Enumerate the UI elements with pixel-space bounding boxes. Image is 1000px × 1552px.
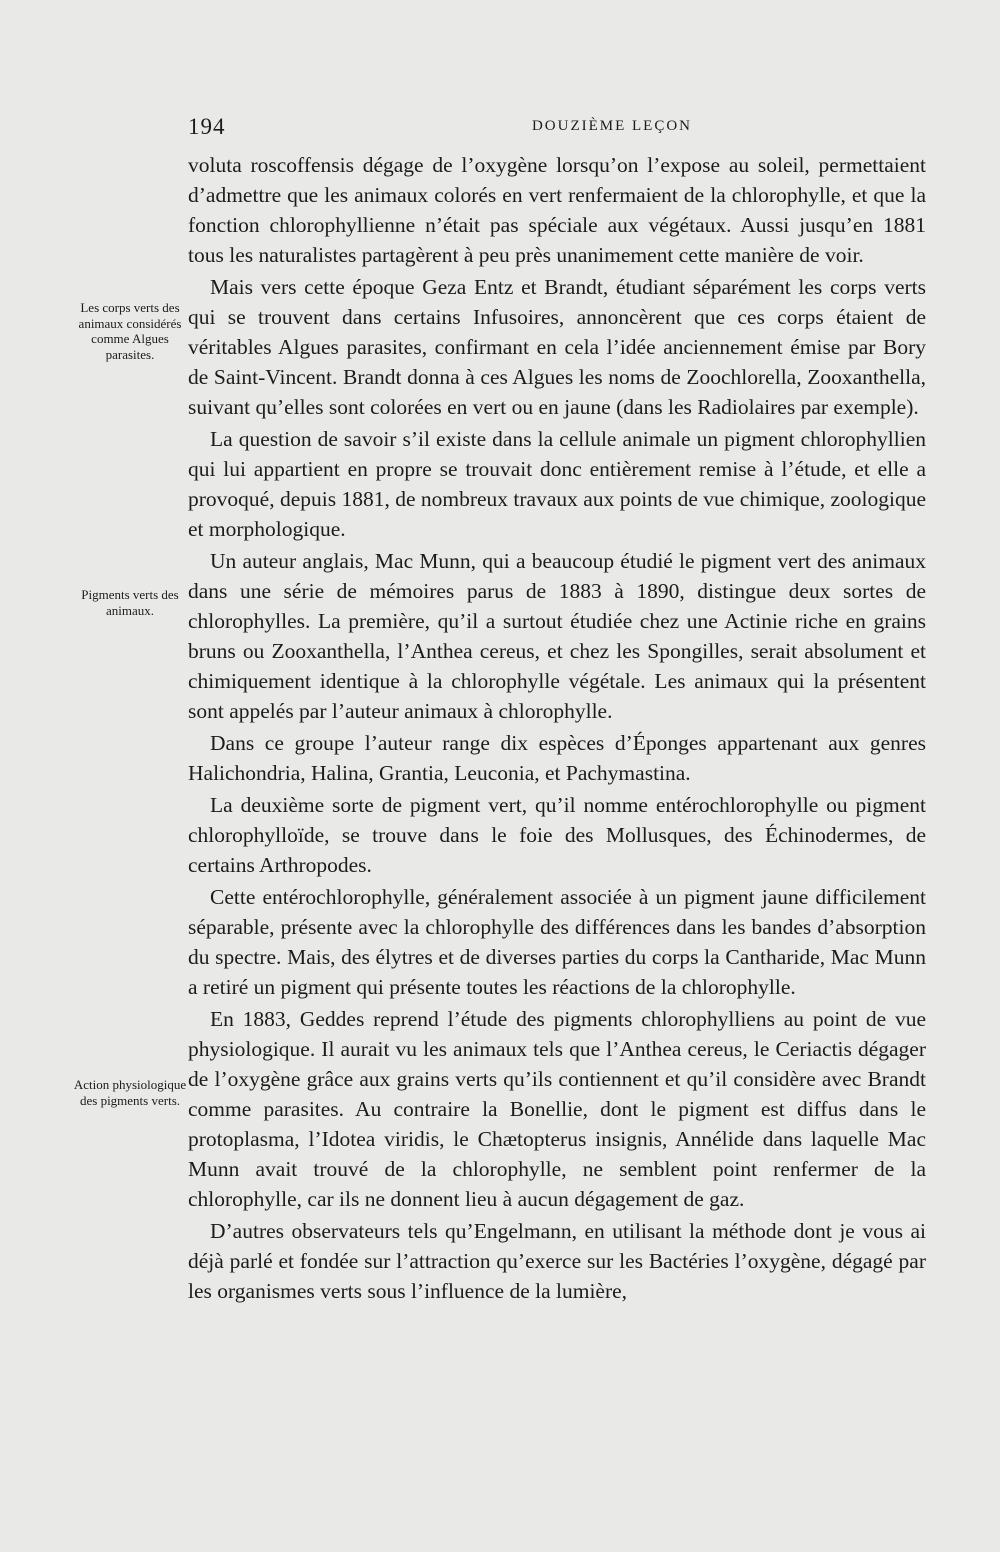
page-number: 194	[188, 114, 226, 139]
paragraph-2: Mais vers cette époque Geza Entz et Brandt, étudiant séparément les corps verts qui se trouvent dans certains Infusoires, annoncèrent que ces corps étaient de véritables Algues parasites, confirmant en cela l’idée anciennement émise par Bory de Saint-Vincent. Brandt donna à ces Algues les noms de Zoochlorella, Zooxanthella, suivant qu’elles sont colorées en vert ou en jaune (dans les Radiolaires par exemple).	[188, 275, 926, 419]
margin-note-pigments-verts: Pigments verts des animaux.	[81, 587, 179, 618]
paragraph-4: Un auteur anglais, Mac Munn, qui a beaucoup étudié le pigment vert des animaux dans une série de mémoires parus de 1883 à 1890, distingue deux sortes de chlorophylles. La première, qu’il a surtout étudiée chez une Actinie riche en grains bruns ou Zooxanthella, l’Anthea cereus, et chez les Spongilles, serait absolument et chimiquement identique à la chlorophylle végétale. Les animaux qui la présentent sont appelés par l’auteur animaux à chlorophylle.	[188, 549, 926, 723]
running-head	[188, 114, 926, 144]
paragraph-7: Cette entérochlorophylle, généralement associée à un pigment jaune difficilement séparable, présente avec la chlorophylle des différences dans les bandes d’absorption du spectre. Mais, des élytres et de diverses parties du corps la Cantharide, Mac Munn a retiré un pigment qui présente toutes les réactions de la chlorophylle.	[188, 885, 926, 999]
body-text	[188, 150, 926, 1308]
margin-note-action-physiologique: Action physiologique des pigments verts.	[73, 1077, 187, 1108]
margin-note-corps-verts: Les corps verts des animaux considérés comme Algues parasites.	[78, 300, 182, 362]
running-title: DOUZIÈME LEÇON	[531, 118, 693, 134]
paragraph-9: D’autres observateurs tels qu’Engelmann, en utilisant la méthode dont je vous ai déjà parlé et fondée sur l’attraction qu’exerce sur les Bactéries l’oxygène, dégagé par les organismes verts sous l’influence de la lumière,	[188, 1219, 926, 1303]
paragraph-5: Dans ce groupe l’auteur range dix espèces d’Éponges appartenant aux genres Halichondria, Halina, Grantia, Leuconia, et Pachymastina.	[188, 731, 926, 785]
paragraph-8: En 1883, Geddes reprend l’étude des pigments chlorophylliens au point de vue physiologique. Il aurait vu les animaux tels que l’Anthea cereus, le Ceriactis dégager de l’oxygène grâce aux grains verts qu’ils contiennent et qu’il considère avec Brandt comme parasites. Au contraire la Bonellie, dont le pigment est diffus dans le protoplasma, l’Idotea viridis, le Chætopterus insignis, Annélide dans laquelle Mac Munn avait trouvé de la chlorophylle, ne semblent point renfermer de la chlorophylle, car ils ne donnent lieu à aucun dégagement de gaz.	[188, 1007, 926, 1211]
paragraph-3: La question de savoir s’il existe dans la cellule animale un pigment chlorophyllien qui lui appartient en propre se trouvait donc entièrement remise à l’étude, et elle a provoqué, depuis 1881, de nombreux travaux aux points de vue chimique, zoologique et morphologique.	[188, 427, 927, 541]
paragraph-1: voluta roscoffensis dégage de l’oxygène lorsqu’on l’expose au soleil, permettaient d’admettre que les animaux colorés en vert renfermaient de la chlorophylle, et que la fonction chlorophyllienne n’était pas spéciale aux végétaux. Aussi jusqu’en 1881 tous les naturalistes partagèrent à peu près unanimement cette manière de voir.	[188, 153, 926, 267]
paragraph-6: La deuxième sorte de pigment vert, qu’il nomme entérochlorophylle ou pigment chlorophylloïde, se trouve dans le foie des Mollusques, des Échinodermes, de certains Arthropodes.	[188, 793, 926, 877]
